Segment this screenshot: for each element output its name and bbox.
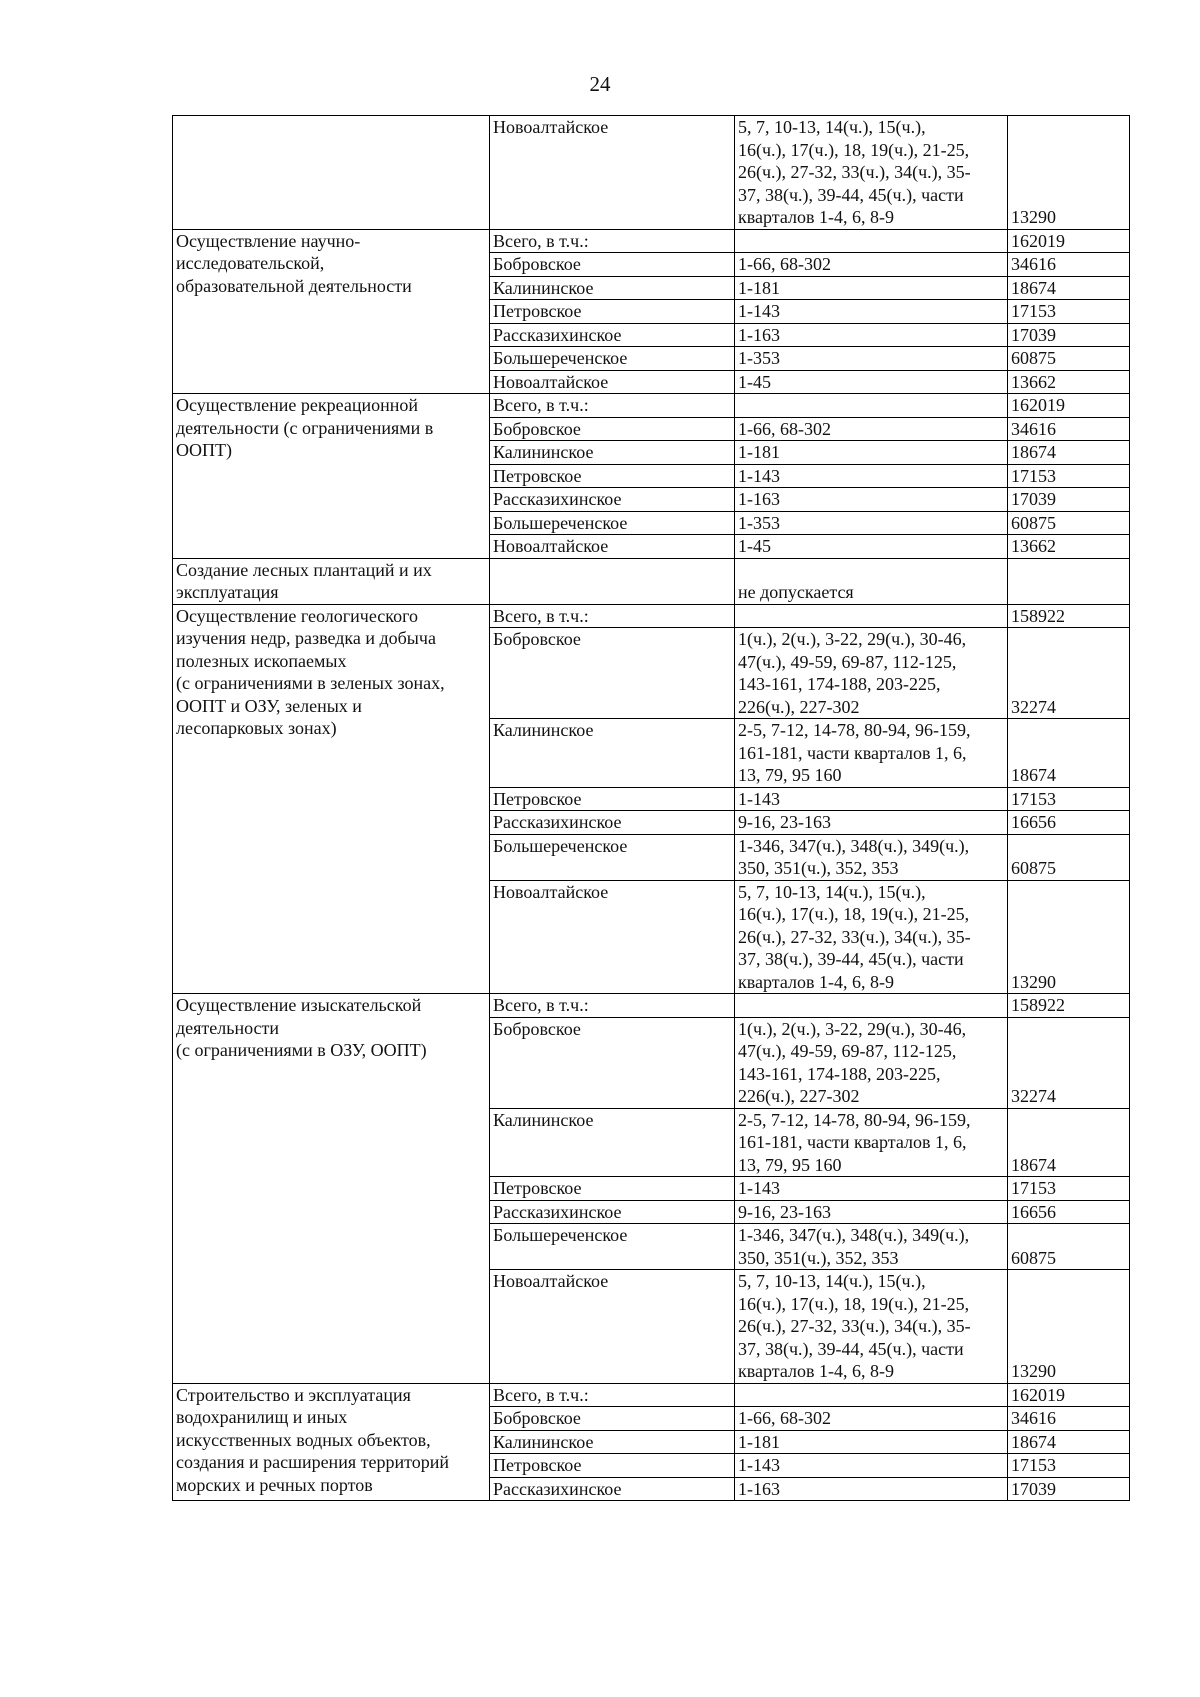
area-cell: 16656 bbox=[1008, 811, 1130, 835]
activity-cell: Строительство и эксплуатация водохранилищ и иных искусственных водных объектов, создания и расширения территорий морских и речных портов bbox=[173, 1383, 490, 1501]
area-cell: 18674 bbox=[1008, 441, 1130, 465]
activity-cell: Осуществление изыскательской деятельности (с ограничениями в ОЗУ, ООПТ) bbox=[173, 994, 490, 1384]
area-cell: 13290 bbox=[1008, 880, 1130, 994]
forestry-cell: Петровское bbox=[490, 1177, 735, 1201]
quarters-cell: 1-181 bbox=[735, 276, 1008, 300]
forestry-cell bbox=[490, 558, 735, 604]
area-cell: 34616 bbox=[1008, 417, 1130, 441]
quarters-cell: 1-346, 347(ч.), 348(ч.), 349(ч.), 350, 351(ч.), 352, 353 bbox=[735, 834, 1008, 880]
forestry-cell: Калининское bbox=[490, 441, 735, 465]
forestry-cell: Петровское bbox=[490, 464, 735, 488]
forestry-cell: Большереченское bbox=[490, 834, 735, 880]
area-cell: 32274 bbox=[1008, 1017, 1130, 1108]
forestry-cell: Рассказихинское bbox=[490, 488, 735, 512]
table-row bbox=[173, 604, 1130, 628]
area-cell: 18674 bbox=[1008, 719, 1130, 788]
area-cell: 18674 bbox=[1008, 1108, 1130, 1177]
activity-cell: Осуществление геологического изучения недр, разведка и добыча полезных ископаемых (с ограничениями в зеленых зонах, ООПТ и ОЗУ, зеленых и лесопарковых зонах) bbox=[173, 604, 490, 994]
area-cell: 18674 bbox=[1008, 276, 1130, 300]
forestry-cell: Новоалтайское bbox=[490, 370, 735, 394]
area-cell: 17039 bbox=[1008, 1477, 1130, 1501]
forestry-cell: Петровское bbox=[490, 1454, 735, 1478]
forestry-cell: Всего, в т.ч.: bbox=[490, 1383, 735, 1407]
area-cell: 13662 bbox=[1008, 370, 1130, 394]
forestry-cell: Новоалтайское bbox=[490, 535, 735, 559]
forestry-cell: Калининское bbox=[490, 1430, 735, 1454]
activity-cell: Осуществление научно- исследовательской, образовательной деятельности bbox=[173, 229, 490, 394]
table-row bbox=[173, 229, 1130, 253]
quarters-cell bbox=[735, 394, 1008, 418]
forestry-cell: Калининское bbox=[490, 276, 735, 300]
quarters-cell: 5, 7, 10-13, 14(ч.), 15(ч.), 16(ч.), 17(ч.), 18, 19(ч.), 21-25, 26(ч.), 27-32, 33(ч.), 34(ч.), 35- 37, 38(ч.), 39-44, 45(ч.), части кварталов 1-4, 6, 8-9 bbox=[735, 880, 1008, 994]
quarters-cell: 1-66, 68-302 bbox=[735, 417, 1008, 441]
quarters-cell: 1-143 bbox=[735, 300, 1008, 324]
area-cell: 16656 bbox=[1008, 1200, 1130, 1224]
area-cell: 158922 bbox=[1008, 604, 1130, 628]
area-cell: 60875 bbox=[1008, 1224, 1130, 1270]
area-cell: 162019 bbox=[1008, 229, 1130, 253]
quarters-cell: 1(ч.), 2(ч.), 3-22, 29(ч.), 30-46, 47(ч.), 49-59, 69-87, 112-125, 143-161, 174-188, 203-225, 226(ч.), 227-302 bbox=[735, 1017, 1008, 1108]
quarters-cell: 9-16, 23-163 bbox=[735, 1200, 1008, 1224]
forestry-cell: Петровское bbox=[490, 300, 735, 324]
forestry-cell: Бобровское bbox=[490, 1017, 735, 1108]
quarters-cell: 9-16, 23-163 bbox=[735, 811, 1008, 835]
activity-cell: Осуществление рекреационной деятельности (с ограничениями в ООПТ) bbox=[173, 394, 490, 559]
quarters-cell: 2-5, 7-12, 14-78, 80-94, 96-159, 161-181, части кварталов 1, 6, 13, 79, 95 160 bbox=[735, 719, 1008, 788]
quarters-cell: 5, 7, 10-13, 14(ч.), 15(ч.), 16(ч.), 17(ч.), 18, 19(ч.), 21-25, 26(ч.), 27-32, 33(ч.), 34(ч.), 35- 37, 38(ч.), 39-44, 45(ч.), части кварталов 1-4, 6, 8-9 bbox=[735, 1270, 1008, 1384]
quarters-cell bbox=[735, 229, 1008, 253]
table-body bbox=[173, 116, 1130, 1501]
table-row bbox=[173, 394, 1130, 418]
forestry-cell: Большереченское bbox=[490, 511, 735, 535]
area-cell: 13662 bbox=[1008, 535, 1130, 559]
quarters-cell: 1-143 bbox=[735, 1454, 1008, 1478]
area-cell: 60875 bbox=[1008, 347, 1130, 371]
forestry-cell: Рассказихинское bbox=[490, 1477, 735, 1501]
area-cell: 60875 bbox=[1008, 511, 1130, 535]
area-cell bbox=[1008, 558, 1130, 604]
forestry-cell: Большереченское bbox=[490, 347, 735, 371]
quarters-cell: 1-163 bbox=[735, 1477, 1008, 1501]
area-cell: 13290 bbox=[1008, 1270, 1130, 1384]
table-row bbox=[173, 994, 1130, 1018]
quarters-cell: 1-181 bbox=[735, 1430, 1008, 1454]
table-row bbox=[173, 558, 1130, 604]
forestry-cell: Всего, в т.ч.: bbox=[490, 994, 735, 1018]
forestry-cell: Калининское bbox=[490, 1108, 735, 1177]
quarters-cell: не допускается bbox=[735, 558, 1008, 604]
forestry-cell: Рассказихинское bbox=[490, 323, 735, 347]
quarters-cell: 5, 7, 10-13, 14(ч.), 15(ч.), 16(ч.), 17(ч.), 18, 19(ч.), 21-25, 26(ч.), 27-32, 33(ч.), 34(ч.), 35- 37, 38(ч.), 39-44, 45(ч.), части кварталов 1-4, 6, 8-9 bbox=[735, 116, 1008, 230]
forestry-cell: Всего, в т.ч.: bbox=[490, 394, 735, 418]
forestry-cell: Рассказихинское bbox=[490, 811, 735, 835]
quarters-cell: 1-143 bbox=[735, 1177, 1008, 1201]
forestry-cell: Бобровское bbox=[490, 1407, 735, 1431]
quarters-cell: 1-66, 68-302 bbox=[735, 1407, 1008, 1431]
area-cell: 18674 bbox=[1008, 1430, 1130, 1454]
area-cell: 17153 bbox=[1008, 787, 1130, 811]
forestry-cell: Бобровское bbox=[490, 253, 735, 277]
forest-use-table bbox=[172, 115, 1130, 1501]
quarters-cell: 1-45 bbox=[735, 535, 1008, 559]
area-cell: 17039 bbox=[1008, 488, 1130, 512]
activity-cell: Создание лесных плантаций и их эксплуатация bbox=[173, 558, 490, 604]
quarters-cell: 1-353 bbox=[735, 511, 1008, 535]
forestry-cell: Калининское bbox=[490, 719, 735, 788]
quarters-cell: 1-163 bbox=[735, 488, 1008, 512]
forestry-cell: Бобровское bbox=[490, 628, 735, 719]
area-cell: 158922 bbox=[1008, 994, 1130, 1018]
forestry-cell: Большереченское bbox=[490, 1224, 735, 1270]
quarters-cell bbox=[735, 1383, 1008, 1407]
area-cell: 60875 bbox=[1008, 834, 1130, 880]
quarters-cell: 1-45 bbox=[735, 370, 1008, 394]
table-row bbox=[173, 116, 1130, 230]
forestry-cell: Бобровское bbox=[490, 417, 735, 441]
area-cell: 17153 bbox=[1008, 1177, 1130, 1201]
area-cell: 17039 bbox=[1008, 323, 1130, 347]
quarters-cell: 1-181 bbox=[735, 441, 1008, 465]
area-cell: 162019 bbox=[1008, 1383, 1130, 1407]
forestry-cell: Новоалтайское bbox=[490, 1270, 735, 1384]
quarters-cell: 1(ч.), 2(ч.), 3-22, 29(ч.), 30-46, 47(ч.), 49-59, 69-87, 112-125, 143-161, 174-188, 203-225, 226(ч.), 227-302 bbox=[735, 628, 1008, 719]
quarters-cell: 1-66, 68-302 bbox=[735, 253, 1008, 277]
quarters-cell: 1-353 bbox=[735, 347, 1008, 371]
forestry-cell: Всего, в т.ч.: bbox=[490, 229, 735, 253]
forestry-cell: Всего, в т.ч.: bbox=[490, 604, 735, 628]
quarters-cell: 1-163 bbox=[735, 323, 1008, 347]
area-cell: 32274 bbox=[1008, 628, 1130, 719]
area-cell: 13290 bbox=[1008, 116, 1130, 230]
quarters-cell: 1-346, 347(ч.), 348(ч.), 349(ч.), 350, 351(ч.), 352, 353 bbox=[735, 1224, 1008, 1270]
activity-cell bbox=[173, 116, 490, 230]
quarters-cell bbox=[735, 604, 1008, 628]
quarters-cell bbox=[735, 994, 1008, 1018]
forestry-cell: Петровское bbox=[490, 787, 735, 811]
area-cell: 34616 bbox=[1008, 253, 1130, 277]
table-row bbox=[173, 1383, 1130, 1407]
area-cell: 17153 bbox=[1008, 1454, 1130, 1478]
quarters-cell: 1-143 bbox=[735, 464, 1008, 488]
forestry-cell: Рассказихинское bbox=[490, 1200, 735, 1224]
quarters-cell: 1-143 bbox=[735, 787, 1008, 811]
area-cell: 34616 bbox=[1008, 1407, 1130, 1431]
page-number: 24 bbox=[589, 72, 611, 96]
area-cell: 17153 bbox=[1008, 300, 1130, 324]
forestry-cell: Новоалтайское bbox=[490, 880, 735, 994]
forestry-cell: Новоалтайское bbox=[490, 116, 735, 230]
area-cell: 17153 bbox=[1008, 464, 1130, 488]
area-cell: 162019 bbox=[1008, 394, 1130, 418]
quarters-cell: 2-5, 7-12, 14-78, 80-94, 96-159, 161-181, части кварталов 1, 6, 13, 79, 95 160 bbox=[735, 1108, 1008, 1177]
